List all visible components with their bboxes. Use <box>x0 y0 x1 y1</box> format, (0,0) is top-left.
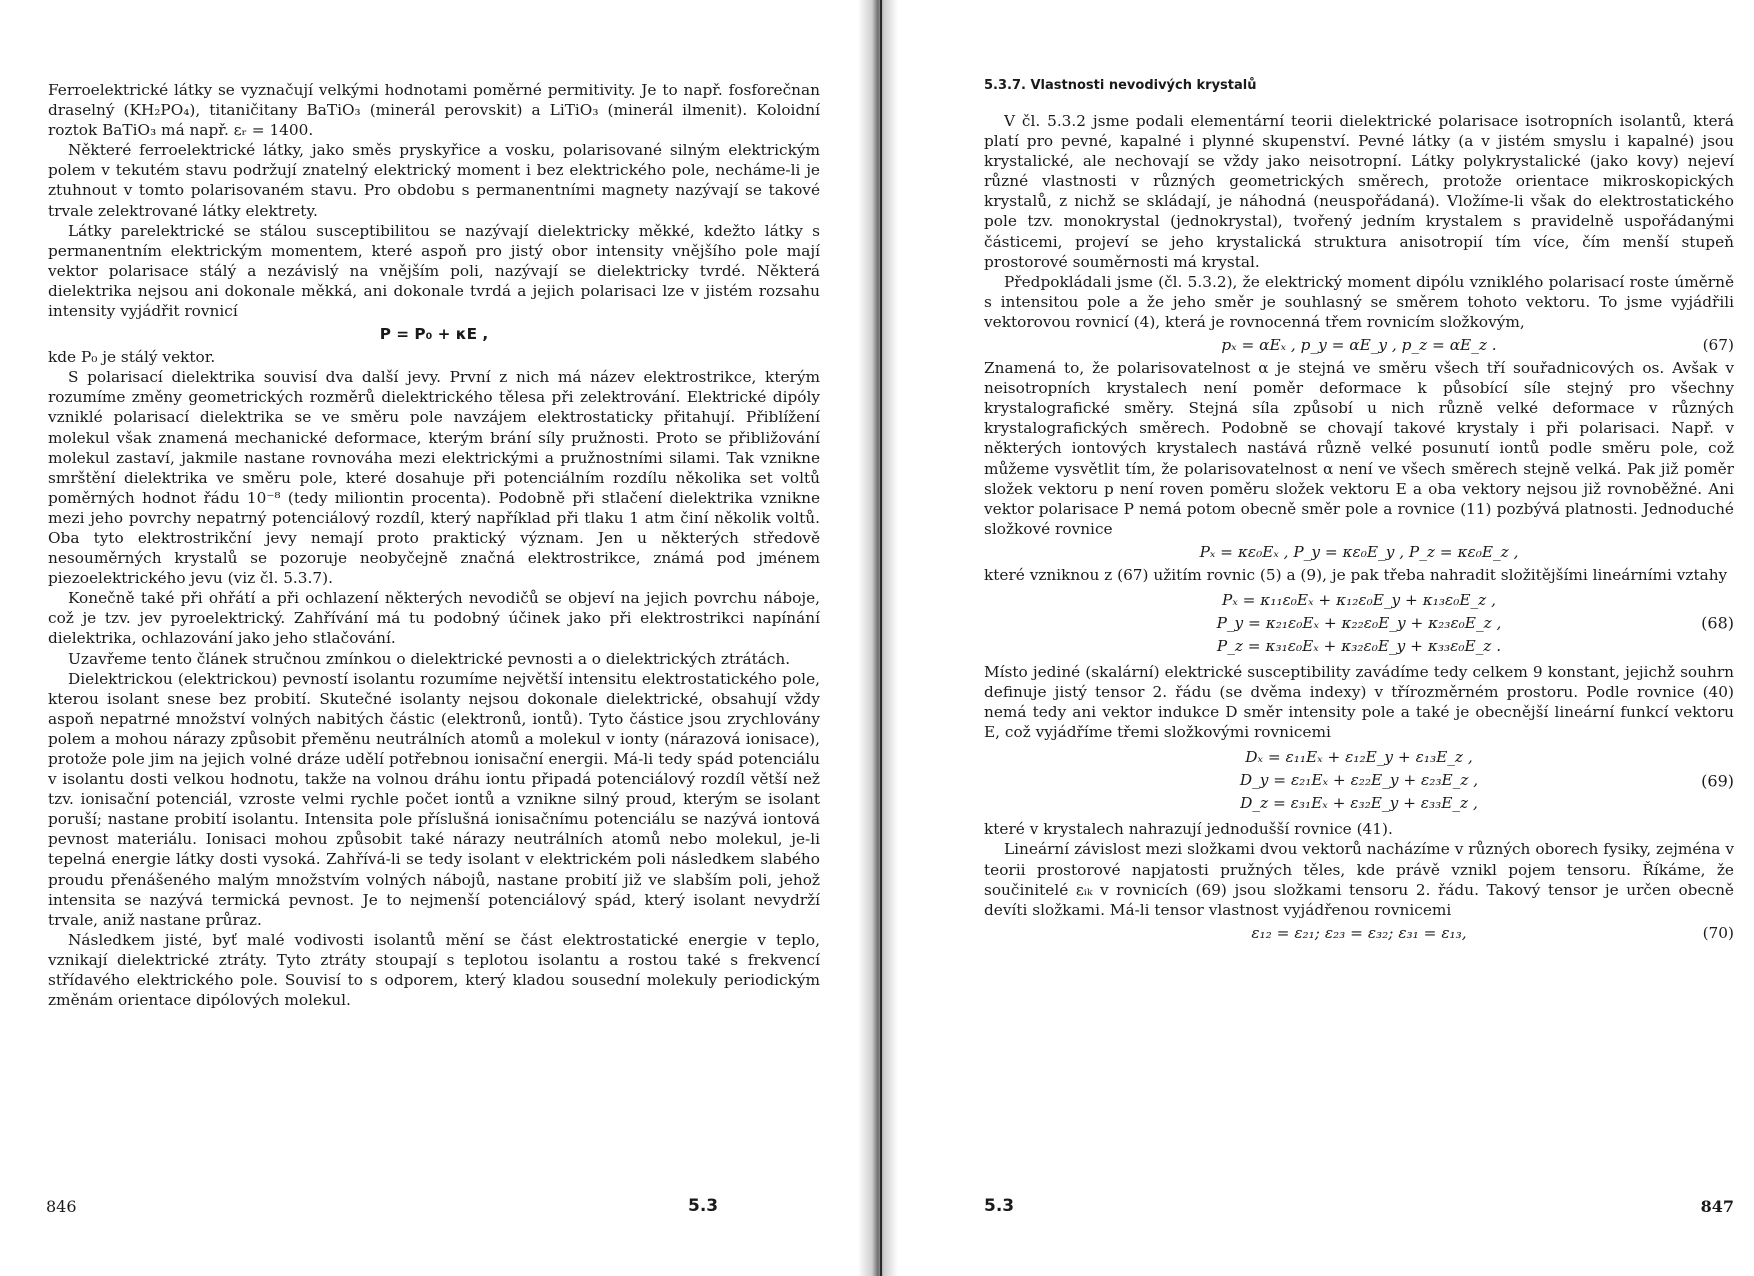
paragraph: Lineární závislost mezi složkami dvou vektorů nacházíme v různých oborech fysiky, zejména v teorii prostorové napjatosti pružných těles, kde právě vznikl pojem tensoru. Říkáme, že součinitelé εᵢₖ v rovnicích (69) jsou složkami tensoru 2. řádu. Takový tensor je určen obecně devíti složkami. Má-li tensor vlastnost vyjádřenou rovnicemi <box>984 840 1734 919</box>
equation-67 <box>984 334 1734 356</box>
equation-line: D_y = ε₂₁Eₓ + ε₂₂E_y + ε₂₃E_z , <box>1239 771 1479 790</box>
paragraph: Látky parelektrické se stálou susceptibilitou se nazývají dielektricky měkké, kdežto látky s permanentním elektrickým momentem, které aspoň pro jistý obor intensity vnějšího pole mají vektor polarisace stálý a nezávislý na vnějším poli, nazývají se dielektricky tvrdé. Některá dielektrika nejsou ani dokonale měkká, ani dokonale tvrdá a jejich polarisaci lze v jistém rozsahu intensity vyjádřit rovnicí <box>48 221 820 321</box>
paragraph: Místo jediné (skalární) elektrické susceptibility zavádíme tedy celkem 9 konstant, jejichž souhrn definuje jistý tensor 2. řádu (se dvěma indexy) v třírozměrném prostoru. Podle rovnice (40) nemá tedy ani vektor indukce D směr intensity pole a také je obecnější lineární funkcí vektoru E, což vyjádříme třemi složkovými rovnicemi <box>984 662 1734 742</box>
equation-label: (69) <box>1701 771 1734 791</box>
section-number: 5.3 <box>688 1196 719 1216</box>
left-page <box>0 0 870 1276</box>
equation-70 <box>984 922 1734 944</box>
equation-line: Dₓ = ε₁₁Eₓ + ε₁₂E_y + ε₁₃E_z , <box>1245 748 1473 767</box>
paragraph: Ferroelektrické látky se vyznačují velkými hodnotami poměrné permitivity. Je to např. fosforečnan draselný (KH₂PO₄), titaničitany BaTiO₃ (minerál perovskit) a LiTiO₃ (minerál ilmenit). Koloidní roztok BaTiO₃ má např. εᵣ = 1400. <box>48 81 820 140</box>
equation-68 <box>984 589 1734 658</box>
equation-label: (70) <box>1702 923 1734 942</box>
equation-line: P_z = κ₃₁ε₀Eₓ + κ₃₂ε₀E_y + κ₃₃ε₀E_z . <box>1216 636 1502 655</box>
equation-text: ε₁₂ = ε₂₁; ε₂₃ = ε₃₂; ε₃₁ = ε₁₃, <box>1251 923 1467 942</box>
section-number: 5.3 <box>984 1196 1015 1216</box>
equation-label: (68) <box>1701 613 1734 633</box>
equation-line: P_y = κ₂₁ε₀Eₓ + κ₂₂ε₀E_y + κ₂₃ε₀E_z , <box>1216 613 1502 632</box>
paragraph: Předpokládali jsme (čl. 5.3.2), že elektrický moment dipólu vzniklého polarisací roste úměrně s intensitou pole a že jeho směr je souhlasný se směrem tohoto vektoru. To jsme vyjádřili vektorovou rovnicí (4), která je rovnocenná třem rovnicím složkovým, <box>984 272 1734 331</box>
equation-simple <box>984 541 1734 563</box>
equation-text: pₓ = αEₓ , p_y = αE_y , p_z = αE_z . <box>1221 336 1497 355</box>
paragraph: V čl. 5.3.2 jsme podali elementární teorii dielektrické polarisace isotropních isolantů, která platí pro pevné, kapalné i plynné skupenství. Pevné látky (a v jistém smyslu i kapalné) jsou krystalické, ale nechovají se vždy jako neisotropní. Látky polykrystalické (jako kovy) nejeví různé vlastnosti v různých geometrických směrech, protože orientace mikroskopických krystalů, z nichž se skládají, je náhodná (neuspořádaná). Vložíme-li však do elektrostatického pole tzv. monokrystal (jednokrystal), tvořený jedním krystalem s pravidelně uspořádanými částicemi, projeví se jeho krystalická struktura anisotropií tím více, čím menší stupeň prostorové souměrnosti má krystal. <box>984 112 1734 271</box>
right-page <box>884 0 1754 1276</box>
equation-text: P = P₀ + κE , <box>379 325 489 344</box>
equation <box>48 323 820 345</box>
section-heading: 5.3.7. Vlastnosti nevodivých krystalů <box>984 78 1257 93</box>
equation-69 <box>984 746 1734 815</box>
page-number: 847 <box>1700 1197 1734 1216</box>
paragraph: Dielektrickou (elektrickou) pevností isolantu rozumíme největší intensitu elektrostatického pole, kterou isolant snese bez probití. Skutečné isolanty nejsou dokonale dielektrické, obsahují vždy aspoň nepatrné množství volných nabitých částic (elektronů, iontů). Tyto částice jsou zrychlovány polem a mohou nárazy způsobit přeměnu neutrálních atomů a molekul v ionty (nárazová ionisace), protože pole jim na jejich volné dráze udělí potřebnou ionisační energii. Má-li tedy spád potenciálu v isolantu dosti velkou hodnotu, takže na volnou dráhu iontu připadá potenciálový rozdíl větší než tzv. ionisační potenciál, vzroste velmi rychle počet iontů a vznikne silný proud, kterým se isolant poruší; nastane probití isolantu. Intensita pole příslušná ionisačnímu potenciálu se nazývá iontová pevnost materiálu. Ionisaci mohou způsobit také nárazy neutrálních atomů nebo molekul, je-li tepelná energie látky dosti vysoká. Zahřívá-li se tedy isolant v elektrickém poli následkem slabého proudu přenášeného malým množstvím volných nábojů, nastane probití již ve slabším poli, jehož intensita se nazývá termická pevnost. Je to nejmenší potenciálový spád, který isolant nevydrží trvale, aniž nastane průraz. <box>48 669 820 929</box>
paragraph: Následkem jisté, byť malé vodivosti isolantů mění se část elektrostatické energie v teplo, vznikají dielektrické ztráty. Tyto ztráty stoupají s teplotou isolantu a rostou také s frekvencí střídavého elektrického pole. Souvisí to s odporem, který kladou sousední molekuly periodickým změnám orientace dipólových molekul. <box>48 930 820 1010</box>
equation-label: (67) <box>1702 336 1734 355</box>
equation-line: Pₓ = κ₁₁ε₀Eₓ + κ₁₂ε₀E_y + κ₁₃ε₀E_z , <box>1222 590 1496 609</box>
paragraph: kde P₀ je stálý vektor. <box>48 348 216 367</box>
paragraph: Konečně také při ohřátí a při ochlazení některých nevodičů se objeví na jejich povrchu náboje, což je tzv. jev pyroelektrický. Zahřívání má tu podobný účinek jako při elektrostrikci napínání dielektrika, ochlazování jako jeho stlačování. <box>48 589 820 648</box>
page-number: 846 <box>46 1197 77 1216</box>
paragraph: S polarisací dielektrika souvisí dva další jevy. První z nich má název elektrostrikce, kterým rozumíme změny geometrických rozměrů dielektrického tělesa při zelektrování. Elektrické dipóly vzniklé polarisací dielektrika se ve směru pole navzájem elektrostaticky přitahují. Přiblížení molekul však znamená mechanické deformace, kterým brání síly pružnosti. Proto se přibližování molekul zastaví, jakmile nastane rovnováha mezi elektrickými a pružnostními silami. Tak vznikne smrštění dielektrika ve směru pole, které dosahuje při potenciálním rozdílu několika set voltů poměrných hodnot řádu 10⁻⁸ (tedy miliontin procenta). Podobně při stlačení dielektrika vznikne mezi jeho povrchy nepatrný potenciálový rozdíl, který například při tlaku 1 atm činí několik voltů. Oba tyto elektrostrikční jevy nemají proto praktický význam. Jen u některých středově nesouměrných krystalů se pozoruje neobyčejně značná elektrostrikce, známá pod jménem piezoelektrického jevu (viz čl. 5.3.7). <box>48 368 820 588</box>
paragraph: které v krystalech nahrazují jednodušší rovnice (41). <box>984 820 1393 839</box>
paragraph: Některé ferroelektrické látky, jako směs pryskyřice a vosku, polarisované silným elektrickým polem v tekutém stavu podržují znatelný elektrický moment i bez elektrického pole, necháme-li je ztuhnout v tomto polarisovaném stavu. Pro obdobu s permanentními magnety nazývají se takové trvale zelektrované látky elektrety. <box>48 141 820 220</box>
paragraph: Znamená to, že polarisovatelnost α je stejná ve směru všech tří souřadnicových os. Avšak v neisotropních krystalech není poměr deformace k působící síle stejný pro všechny krystalografické směry. Stejná síla způsobí u nich různě velké deformace v různých krystalografických směrech. Podobně se chovají takové krystaly i při polarisaci. Např. v některých iontových krystalech nastává různě velké posunutí iontů podle směru pole, což můžeme vysvětlit tím, že polarisovatelnost α není ve všech směrech stejně velká. Pak již poměr složek vektoru p není roven poměru složek vektoru E a oba vektory nejsou již rovnoběžné. Ani vektor polarisace P nemá potom obecně směr pole a rovnice (11) pozbývá platnosti. Jednoduché složkové rovnice <box>984 359 1734 538</box>
paragraph: které vzniknou z (67) užitím rovnic (5) a (9), je pak třeba nahradit složitějšími lineárními vztahy <box>984 565 1728 584</box>
equation-text: Pₓ = κε₀Eₓ , P_y = κε₀E_y , P_z = κε₀E_z , <box>1199 542 1519 561</box>
paragraph: Uzavřeme tento článek stručnou zmínkou o dielektrické pevnosti a o dielektrických ztrátách. <box>68 649 791 668</box>
equation-line: D_z = ε₃₁Eₓ + ε₃₂E_y + ε₃₃E_z , <box>1240 794 1478 813</box>
book-spine-line <box>880 0 882 1276</box>
